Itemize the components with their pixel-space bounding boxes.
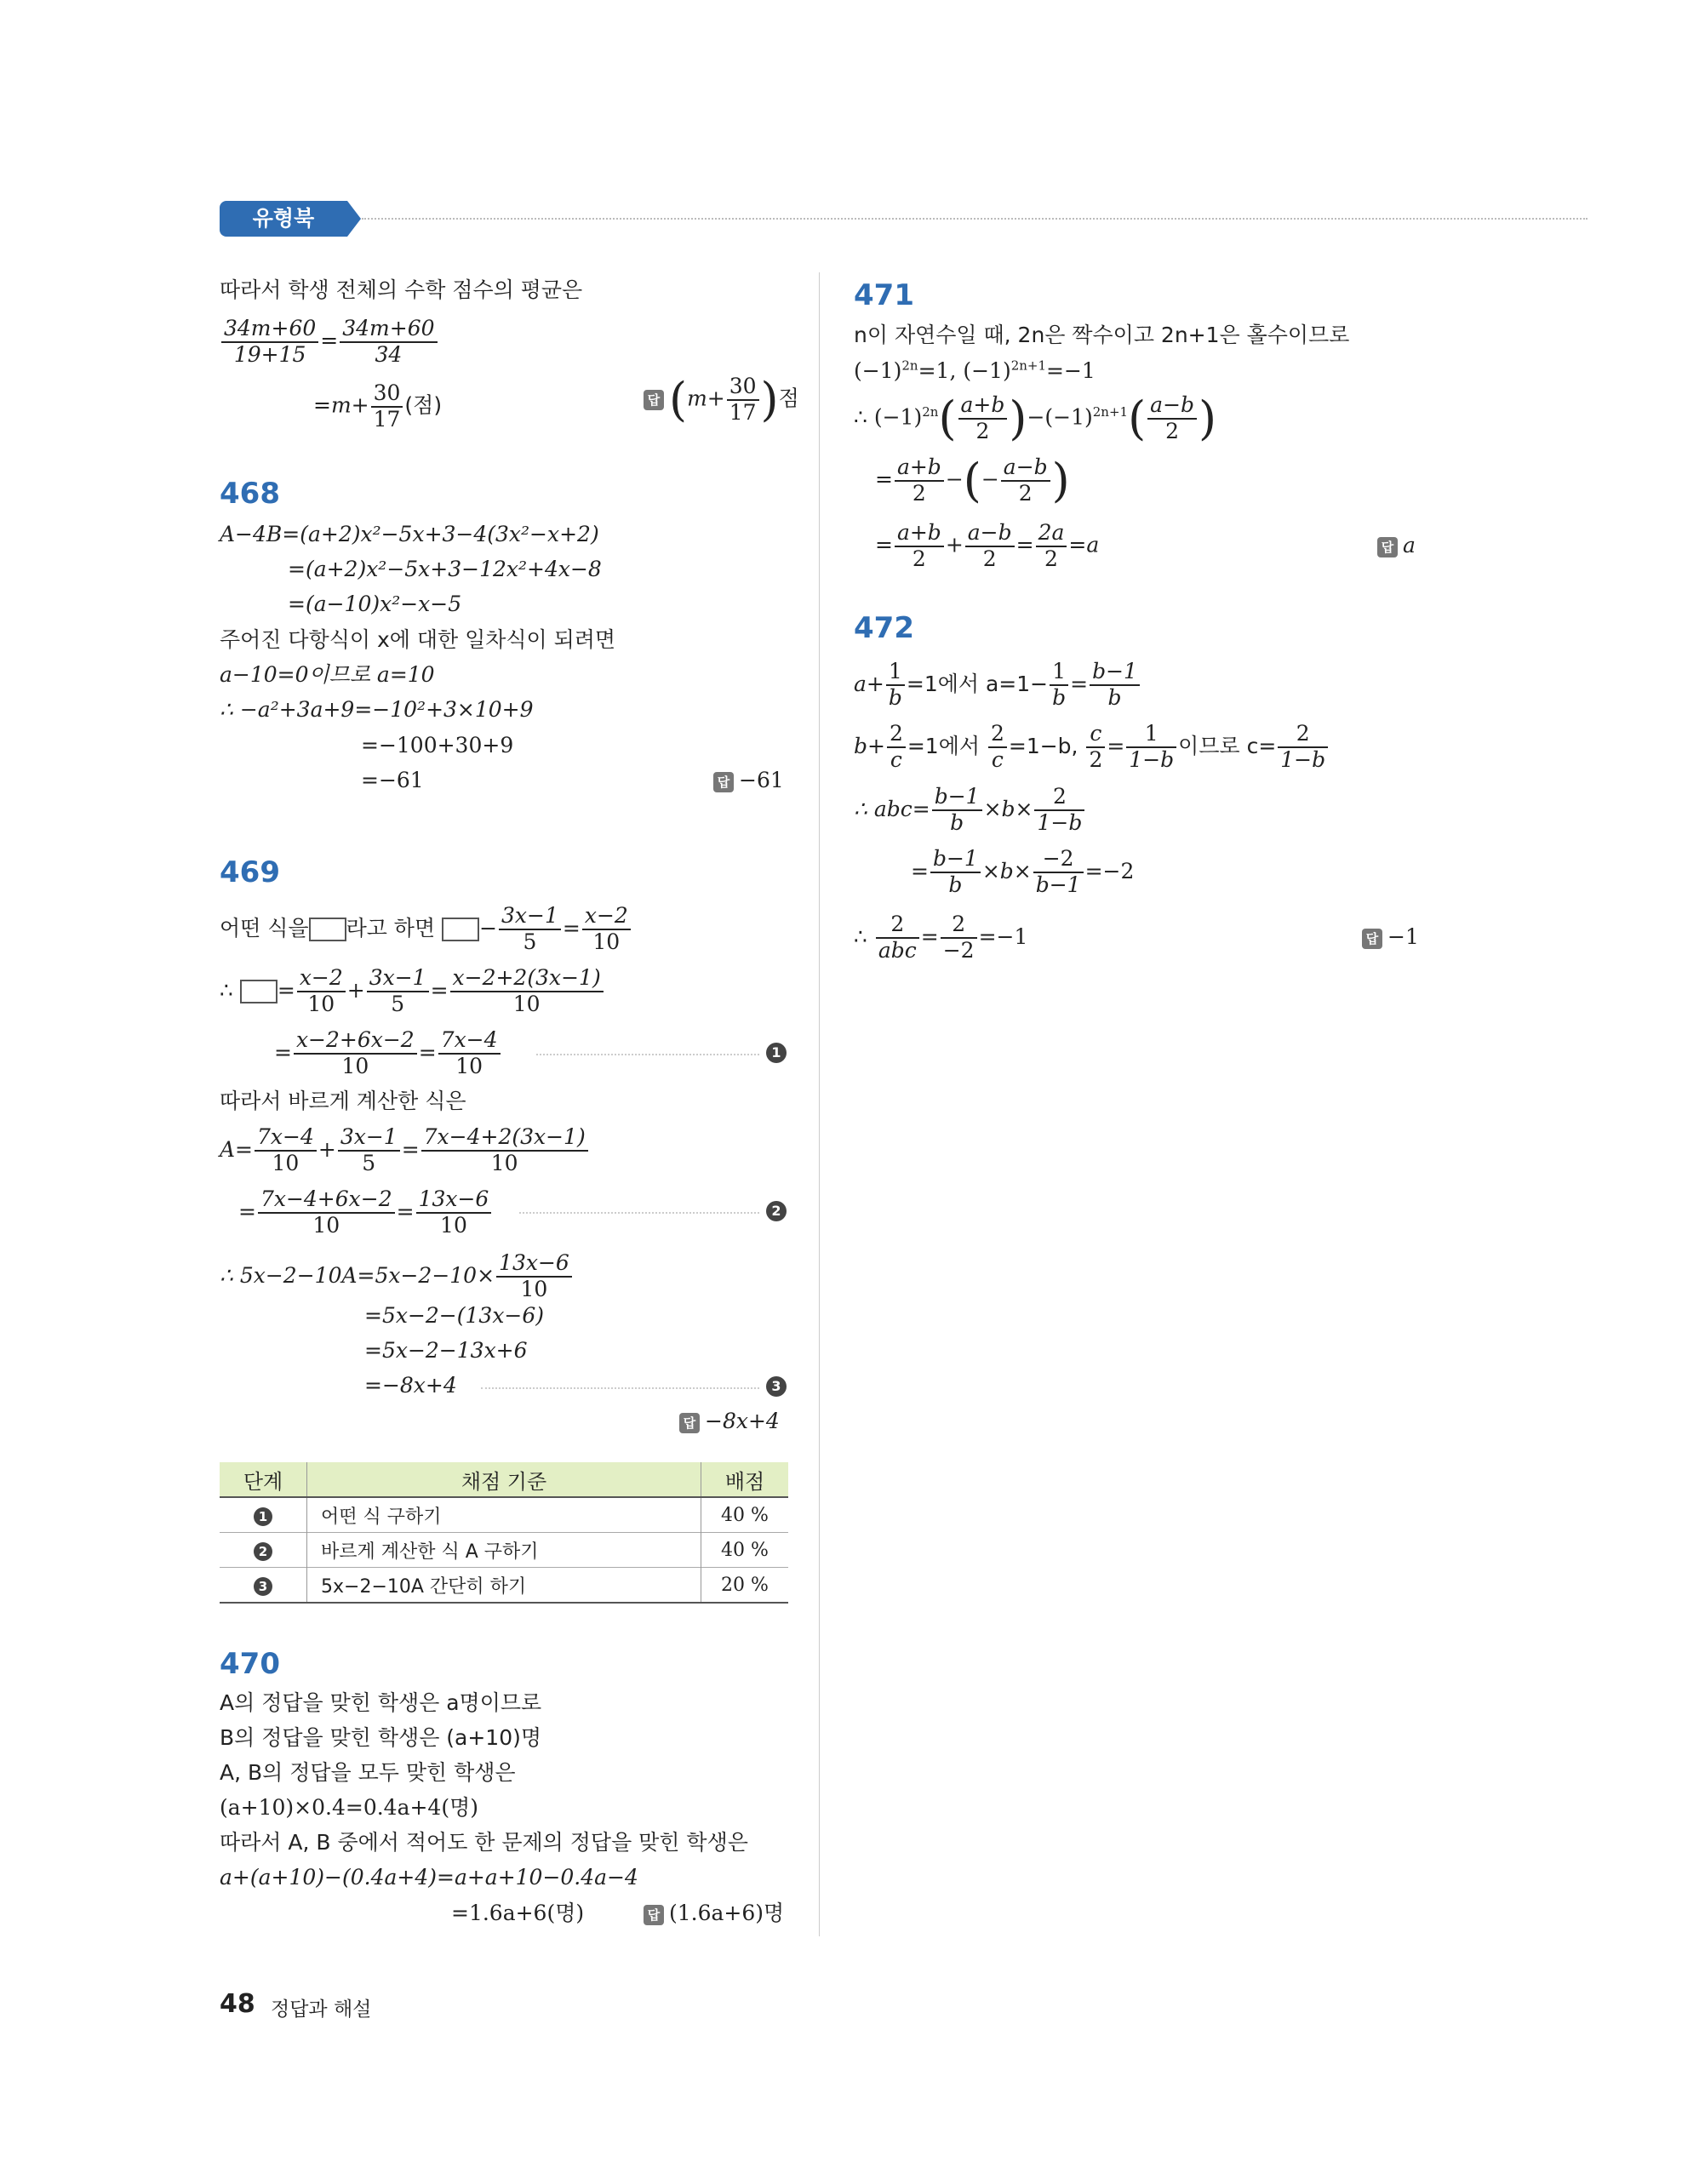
p468-line3: =(a−10)x²−x−5 — [288, 592, 462, 616]
step-marker: 1 — [254, 1507, 272, 1526]
step-marker-1: 1 — [766, 1043, 787, 1063]
problem-number-468: 468 — [220, 477, 280, 511]
p470-line2: B의 정답을 맞힌 학생은 (a+10)명 — [220, 1725, 542, 1750]
footer-label: 정답과 해설 — [271, 1998, 372, 2021]
p469-line3: = $\frac{x-2+6x-2}{10}$ = $\frac{7x-4}{10}$ — [274, 1028, 502, 1079]
p467-answer: 답 (m+ $\frac{30}{17}$ )점 — [644, 374, 799, 426]
p472-line3: ∴ abc= $\frac{b-1}{b}$ ×b× $\frac{2}{1-b}$ — [854, 785, 1086, 836]
p472-line1: a+ $\frac{1}{b}$ =1에서 a=1− $\frac{1}{b}$ = $\frac{b-1}{b}$ — [854, 660, 1141, 711]
p471-line1: n이 자연수일 때, 2n은 짝수이고 2n+1은 홀수이므로 — [854, 323, 1350, 347]
scoring-table — [220, 1462, 788, 1604]
placeholder-box — [240, 980, 277, 1003]
step-marker-2: 2 — [766, 1201, 787, 1221]
problem-number-472: 472 — [854, 611, 914, 645]
problem-number-471: 471 — [854, 278, 914, 312]
answer-badge: 답 — [713, 772, 734, 792]
step-marker-3: 3 — [766, 1376, 787, 1397]
points-cell: 20 % — [701, 1568, 789, 1604]
p472-line2: b+ $\frac{2}{c}$ =1에서 $\frac{2}{c}$ =1−b, $\frac{c}{2}$ = $\frac{1}{1-b}$ 이므로 c= $\frac{2}{1-b}$ — [854, 722, 1330, 773]
answer-badge: 답 — [644, 1905, 664, 1925]
p468-line1: A−4B=(a+2)x²−5x+3−4(3x²−x+2) — [220, 522, 599, 546]
p470-line6: a+(a+10)−(0.4a+4)=a+a+10−0.4a−4 — [220, 1865, 638, 1890]
placeholder-box — [309, 918, 346, 941]
p468-line7: =−100+30+9 — [361, 733, 514, 758]
p468-line6: ∴ −a²+3a+9=−10²+3×10+9 — [220, 697, 534, 722]
p468-line5: a−10=0이므로 a=10 — [220, 662, 435, 687]
header-divider — [362, 218, 1588, 220]
answer-badge: 답 — [1362, 929, 1382, 949]
answer-badge: 답 — [679, 1413, 700, 1433]
p469-line1: 어떤 식을 라고 하면 − $\frac{3x-1}{5}$ = $\frac{x-2}{10}$ — [220, 904, 632, 955]
p470-line5: 따라서 A, B 중에서 적어도 한 문제의 정답을 맞힌 학생은 — [220, 1830, 748, 1855]
p469-line2: ∴ = $\frac{x-2}{10}$ + $\frac{3x-1}{5}$ = $\frac{x-2+2(3x-1)}{10}$ — [220, 966, 605, 1017]
p469-line10: =−8x+4 — [364, 1373, 457, 1398]
p470-line7: =1.6a+6(명) — [451, 1901, 585, 1925]
step-marker: 2 — [254, 1542, 272, 1561]
table-row — [220, 1568, 788, 1604]
p469-line4: 따라서 바르게 계산한 식은 — [220, 1089, 466, 1113]
p472-answer: 답 −1 — [1362, 923, 1419, 952]
problem-number-470: 470 — [220, 1647, 280, 1681]
p469-line6: = $\frac{7x-4+6x-2}{10}$ = $\frac{13x-6}{10}$ — [238, 1187, 493, 1238]
p469-line7: ∴ 5x−2−10A=5x−2−10× $\frac{13x-6}{10}$ — [220, 1251, 574, 1302]
placeholder-box — [442, 918, 479, 941]
p467-line2: =m+ $\frac{30}{17}$ (점) — [313, 380, 443, 432]
p471-line3: ∴ $(-1)^{2n}$( $\frac{a+b}{2}$ )$-(-1)^{2n+1}$( $\frac{a-b}{2}$ ) — [854, 391, 1217, 445]
p467-intro: 따라서 학생 전체의 수학 점수의 평균은 — [220, 277, 583, 302]
p471-answer: 답 a — [1377, 532, 1416, 560]
p471-line5: = $\frac{a+b}{2}$ + $\frac{a-b}{2}$ = $\frac{2a}{2}$ =a — [875, 520, 1100, 571]
p472-line4: = $\frac{b-1}{b}$ ×b× $\frac{-2}{b-1}$ =−2 — [911, 846, 1135, 897]
problem-number-469: 469 — [220, 855, 280, 889]
p467-line1: $\frac{34m+60}{19+15}$ = $\frac{34m+60}{34}$ — [220, 317, 439, 368]
criterion-cell: 5x−2−10A 간단히 하기 — [307, 1568, 701, 1604]
p469-line8: =5x−2−(13x−6) — [364, 1303, 545, 1328]
p468-line8: =−61 — [361, 768, 424, 792]
points-cell: 40 % — [701, 1533, 789, 1568]
p470-answer: 답 (1.6a+6)명 — [644, 1900, 784, 1928]
p471-line4: = $\frac{a+b}{2}$ −(− $\frac{a-b}{2}$ ) — [875, 453, 1070, 507]
p468-answer: 답 −61 — [713, 767, 784, 795]
dotted-leader — [481, 1387, 759, 1389]
p469-line9: =5x−2−13x+6 — [364, 1338, 528, 1363]
table-row — [220, 1533, 788, 1568]
table-header-points: 배점 — [701, 1462, 789, 1497]
points-cell: 40 % — [701, 1497, 789, 1533]
table-header-step: 단계 — [220, 1462, 307, 1497]
page-number: 48 — [220, 1989, 255, 2019]
answer-badge: 답 — [644, 390, 664, 410]
answer-badge: 답 — [1377, 537, 1398, 557]
criterion-cell: 바르게 계산한 식 A 구하기 — [307, 1533, 701, 1568]
section-tab: 유형북 — [220, 201, 347, 237]
table-row — [220, 1497, 788, 1533]
criterion-cell: 어떤 식 구하기 — [307, 1497, 701, 1533]
p468-line4: 주어진 다항식이 x에 대한 일차식이 되려면 — [220, 627, 616, 652]
p470-line3: A, B의 정답을 모두 맞힌 학생은 — [220, 1760, 516, 1785]
p469-line5: A= $\frac{7x-4}{10}$ + $\frac{3x-1}{5}$ = $\frac{7x-4+2(3x-1)}{10}$ — [220, 1125, 590, 1176]
dotted-leader — [536, 1054, 759, 1055]
table-header-criterion: 채점 기준 — [307, 1462, 701, 1497]
p472-line5: ∴ $\frac{2}{\text{abc}}$ = $\frac{2}{-2}$ =−1 — [854, 912, 1028, 963]
p468-line2: =(a+2)x²−5x+3−12x²+4x−8 — [288, 557, 602, 581]
step-marker: 3 — [254, 1577, 272, 1596]
dotted-leader — [519, 1212, 759, 1214]
column-divider — [819, 272, 820, 1936]
p471-line2: $(-1)^{2n}=1$, $(-1)^{2n+1}=-1$ — [854, 357, 1096, 383]
p470-line1: A의 정답을 맞힌 학생은 a명이므로 — [220, 1690, 542, 1715]
p469-answer: 답 −8x+4 — [679, 1408, 780, 1436]
p470-line4: (a+10)×0.4=0.4a+4(명) — [220, 1795, 478, 1820]
